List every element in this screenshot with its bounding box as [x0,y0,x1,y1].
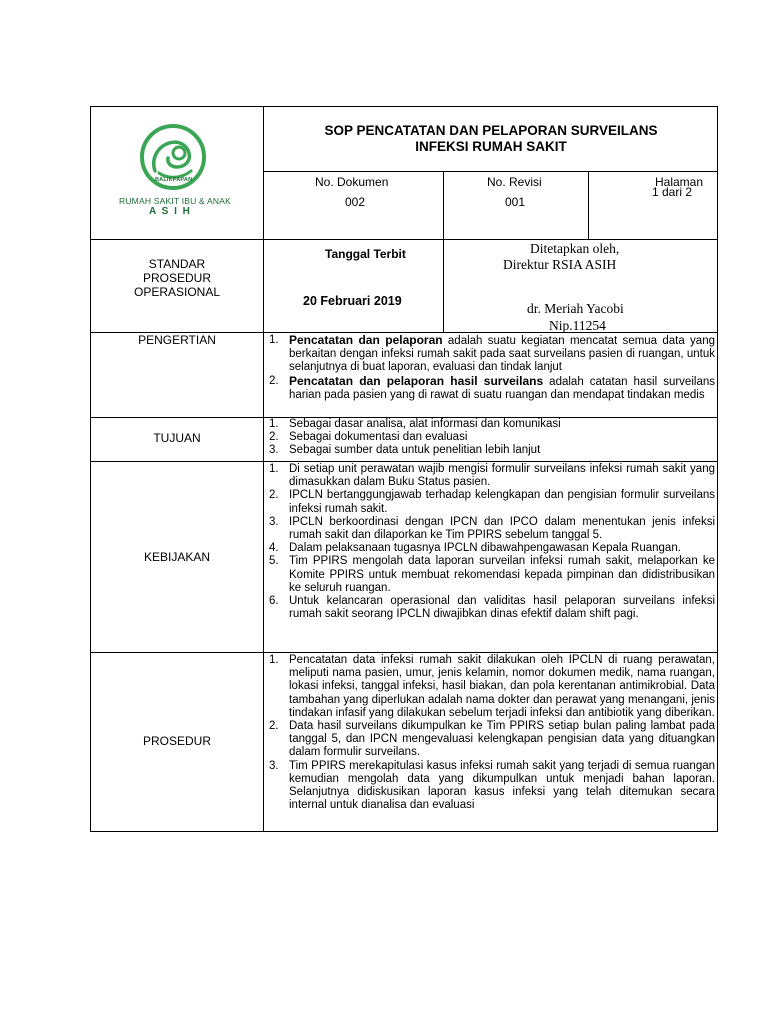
logo-cell [91,107,263,239]
title-line-2: INFEKSI RUMAH SAKIT [415,139,567,154]
hospital-name: RUMAH SAKIT IBU & ANAK [119,196,231,206]
kebijakan-label: KEBIJAKAN [143,550,211,564]
column-divider [263,107,264,831]
pengertian-content [267,334,715,402]
kebijakan-item: 5. Tim PPIRS mengolah data laporan surveilan infeksi rumah sakit, melaporkan ke Komite PPIRS untuk membuat rekomendasi kepada pimpinan dan didistribusikan ke seluruh ruangan. [269,555,715,594]
hospital-short-name: A S I H [149,206,192,217]
tujuan-item: 3. Sebagai sumber data untuk penelitian lebih lanjut [269,444,541,457]
prosedur-label: PROSEDUR [142,734,211,748]
pengertian-item: 2. Pencatatan dan pelaporan hasil surveilans adalah catatan hasil surveilans harian pada pasien yang di rawat di suatu ruangan dan mendapat tindakan medis [269,373,715,401]
kebijakan-item: 6. Untuk kelancaran operasional dan validitas hasil pelaporan surveilans infeksi rumah sakit seorang IPCLN diwajibkan dinas efektif dalam shift pagi. [269,595,715,621]
prosedur-content [267,654,715,812]
title-line-1: SOP PENCATATAN DAN PELAPORAN SURVEILANS [324,123,658,138]
page-value: 1 dari 2 [652,185,693,199]
kebijakan-content [267,463,715,621]
tujuan-list [267,418,715,458]
revision-label: No. Revisi [487,175,542,189]
kebijakan-item: 1. Di setiap unit perawatan wajib mengisi formulir surveilans infeksi rumah sakit yang dimasukkan dalam Buku Status pasien. [269,463,715,489]
pengertian-label: PENGERTIAN [138,333,216,347]
ditetapkan-line-1: Ditetapkan oleh, [530,241,620,256]
sop-label-line-2: PROSEDUR [142,271,211,285]
column-divider [443,239,444,332]
sop-label-line-3: OPERASIONAL [133,285,221,299]
tujuan-item: 2. Sebagai dokumentasi dan evaluasi [269,431,468,444]
kebijakan-item: 4. Dalam pelaksanaan tugasnya IPCLN dibawahpengawasan Kepala Ruangan. [269,542,681,555]
sop-label [91,257,263,299]
row-divider [263,171,717,172]
pengertian-list [267,334,715,402]
prosedur-item: 3. Tim PPIRS merekapitulasi kasus infeksi rumah sakit yang terjadi di semua ruangan kemudian mengolah data yang dikumpulkan untuk menjadi bahan laporan. Selanjutnya didiskusikan laporan kasus infeksi yang telah ditemukan secara internal untuk dianalisa dan evaluasi [269,759,715,812]
sop-document [90,106,718,832]
ditetapkan-line-2: Direktur RSIA ASIH [503,257,617,272]
signer-nip: Nip.11254 [549,318,606,333]
doc-number-label: No. Dokumen [315,175,389,189]
column-divider [443,171,444,239]
tujuan-item: 1. Sebagai dasar analisa, alat informasi dan komunikasi [269,418,561,430]
row-divider [91,239,717,240]
logo-badge-text: BALIKPAPAN [155,177,193,183]
row-divider [91,652,717,653]
tujuan-content [267,418,715,458]
prosedur-item: 2. Data hasil surveilans dikumpulkan ke Tim PPIRS setiap bulan paling lambat pada tanggal 5, dan IPCN mengevaluasi kelengkapan pengisian data yang dituangkan dalam formulir surveilans. [269,720,715,759]
sop-label-line-1: STANDAR [148,257,206,271]
prosedur-list [267,654,715,812]
prosedur-item: 1. Pencatatan data infeksi rumah sakit dilakukan oleh IPCLN di ruang perawatan, meliputi nama pasien, umur, jenis kelamin, nomor dokumen medik, nama ruangan, lokasi infeksi, tanggal infeksi, hasil biakan, dan pola kerentanan antimikrobial. Data tambahan yang diperlukan adalah nama dokter dan perawat yang menangani, jenis tindakan infasif yang dilakukan sebelum terjadi infeksi dan antibiotik yang diberikan. [269,654,715,719]
kebijakan-list [267,463,715,621]
doc-number-value: 002 [345,195,366,209]
page-label: Halaman [655,175,704,189]
revision-value: 001 [505,195,526,209]
document-title [265,123,717,155]
column-divider [588,171,589,239]
tanggal-label: Tanggal Terbit [325,247,406,261]
kebijakan-item: 3. IPCLN berkoordinasi dengan IPCN dan IPCO dalam menentukan jenis infeksi rumah sakit dan dilaporkan ke Tim PPIRS sebelum tanggal 5. [269,515,715,542]
tujuan-label: TUJUAN [153,431,201,445]
kebijakan-item: 2. IPCLN bertanggungjawab terhadap kelengkapan dan pengisian formulir surveilans infeksi rumah sakit. [269,489,715,515]
tanggal-value: 20 Februari 2019 [303,294,402,308]
pengertian-item: 1. Pencatatan dan pelaporan adalah suatu kegiatan mencatat semua data yang berkaitan dengan infeksi rumah sakit pada saat surveilans pasien di ruangan, untuk selanjutnya di buat laporan, evaluasi dan tindak lanjut [269,333,715,374]
row-divider [91,461,717,462]
signer-name: dr. Meriah Yacobi [527,301,624,316]
